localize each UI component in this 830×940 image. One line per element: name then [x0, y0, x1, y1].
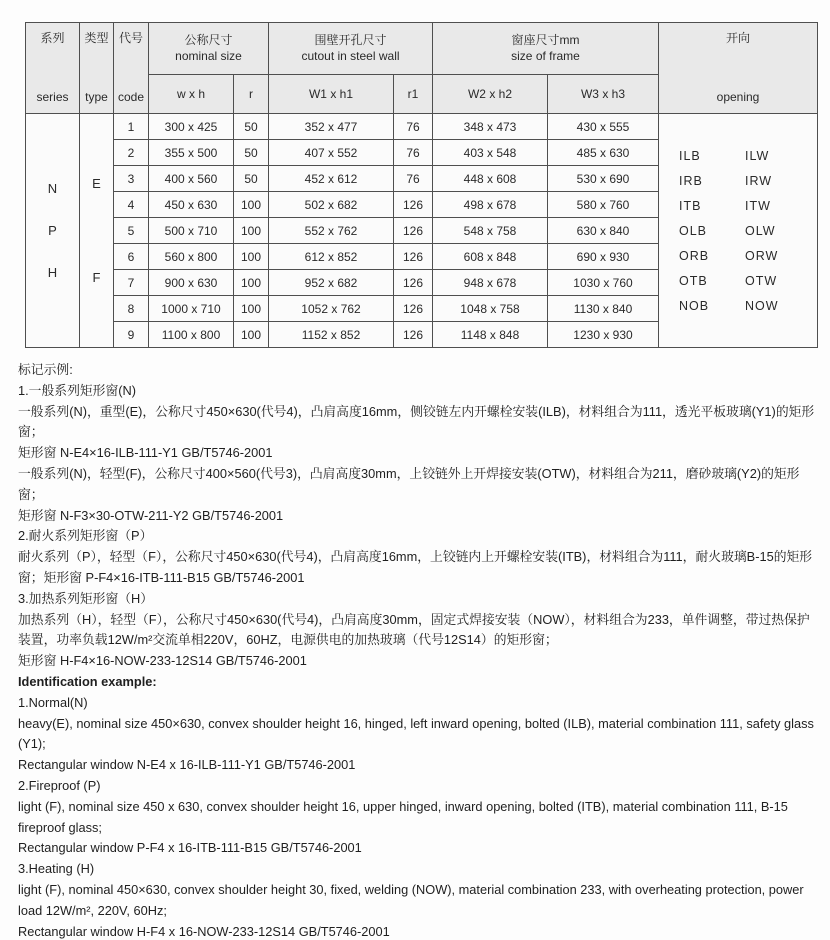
header-series-zh: 系列 — [40, 31, 65, 45]
w2h2-cell: 548 x 758 — [433, 218, 548, 244]
notes-en-line: 1.Normal(N) — [18, 694, 88, 710]
wxh-cell: 355 x 500 — [149, 140, 234, 166]
header-type-zh: 类型 — [84, 31, 109, 45]
w3h3-cell: 1230 x 930 — [548, 322, 659, 348]
subheader-r1: r1 — [394, 74, 433, 113]
r-cell: 100 — [234, 192, 269, 218]
w1h1-cell: 452 x 612 — [269, 166, 394, 192]
opening-pair — [659, 149, 817, 163]
subheader-w1h1: W1 x h1 — [269, 74, 394, 113]
opening-pair — [659, 299, 817, 313]
r1-cell: 126 — [394, 218, 433, 244]
r-cell: 50 — [234, 166, 269, 192]
r1-cell: 76 — [394, 140, 433, 166]
subheader-w3h3: W3 x h3 — [548, 74, 659, 113]
code-cell: 2 — [114, 140, 149, 166]
wxh-cell: 1100 x 800 — [149, 322, 234, 348]
w2h2-cell: 448 x 608 — [433, 166, 548, 192]
notes-zh-line: 耐火系列（P），轻型（F），公称尺寸450×630(代号4)，凸肩高度16mm，上铰链内上开螺栓安装(ITB)，材料组合为111，耐火玻璃B-15的矩形窗；矩形窗 P-F4×16-ITB-111-B15 GB/T5746-2001 — [18, 549, 813, 585]
series-letter-p: P — [48, 223, 57, 238]
code-cell: 7 — [114, 270, 149, 296]
code-cell: 4 — [114, 192, 149, 218]
wxh-cell: 450 x 630 — [149, 192, 234, 218]
series-letter-h: H — [47, 265, 58, 280]
notes-zh-line: 矩形窗 N-F3×30-OTW-211-Y2 GB/T5746-2001 — [18, 507, 284, 523]
w2h2-cell: 608 x 848 — [433, 244, 548, 270]
r-cell: 100 — [234, 296, 269, 322]
header-cutout-zh: 围壁开孔尺寸 — [314, 33, 387, 48]
r-cell: 50 — [234, 114, 269, 140]
opening-code: ILW — [745, 148, 770, 163]
notes-zh-line: 1.一般系列矩形窗(N) — [18, 382, 137, 398]
opening-code: OLW — [745, 223, 776, 238]
w3h3-cell: 530 x 690 — [548, 166, 659, 192]
notes-zh-title: 标记示例: — [18, 362, 73, 377]
notes-zh-line: 矩形窗 N-E4×16-ILB-111-Y1 GB/T5746-2001 — [18, 445, 273, 461]
opening-pair — [659, 199, 817, 213]
header-frame-zh: 窗座尺寸mm — [511, 33, 580, 48]
code-cell: 6 — [114, 244, 149, 270]
r1-cell: 126 — [394, 244, 433, 270]
r-cell: 100 — [234, 322, 269, 348]
header-frame-size — [433, 23, 659, 75]
w3h3-cell: 630 x 840 — [548, 218, 659, 244]
header-type — [80, 23, 114, 114]
notes-zh-line: 一般系列(N)，轻型(F)，公称尺寸400×560(代号3)，凸肩高度30mm，上铰链外上开焊接安装(OTW)，材料组合为211，磨砂玻璃(Y2)的矩形窗； — [18, 465, 800, 502]
table-row — [26, 114, 818, 140]
opening-code: OLB — [679, 223, 708, 238]
header-cutout — [269, 23, 433, 75]
w2h2-cell: 1148 x 848 — [433, 322, 548, 348]
code-cell: 8 — [114, 296, 149, 322]
opening-code: ORB — [679, 248, 710, 263]
opening-cell — [659, 114, 818, 348]
opening-code: OTW — [745, 273, 778, 288]
r1-cell: 126 — [394, 192, 433, 218]
subheader-r: r — [234, 74, 269, 113]
r-cell: 100 — [234, 244, 269, 270]
wxh-cell: 560 x 800 — [149, 244, 234, 270]
notes-zh-line: 一般系列(N)，重型(E)，公称尺寸450×630(代号4)，凸肩高度16mm，侧铰链左内开螺栓安装(ILB)，材料组合为111，透光平板玻璃(Y1)的矩形窗； — [18, 403, 815, 440]
header-nominal-en: nominal size — [175, 49, 242, 64]
header-nominal-size — [149, 23, 269, 75]
w1h1-cell: 1052 x 762 — [269, 296, 394, 322]
type-cell — [80, 114, 114, 348]
w1h1-cell: 502 x 682 — [269, 192, 394, 218]
notes-en-line: heavy(E), nominal size 450×630, convex shoulder height 16, hinged, left inward opening, bolted (ILB), material combination 111, safety glass (Y1); — [18, 715, 814, 752]
subheader-wxh: w x h — [149, 74, 234, 113]
w2h2-cell: 498 x 678 — [433, 192, 548, 218]
type-letter-e: E — [92, 176, 101, 191]
r-cell: 50 — [234, 140, 269, 166]
r1-cell: 126 — [394, 322, 433, 348]
notes-en-line: Rectangular window N-E4 x 16-ILB-111-Y1 GB/T5746-2001 — [18, 757, 356, 773]
notes-en-line: 2.Fireproof (P) — [18, 777, 101, 793]
opening-code: IRB — [679, 173, 703, 188]
wxh-cell: 300 x 425 — [149, 114, 234, 140]
opening-code: OTB — [679, 273, 708, 288]
opening-pair — [659, 174, 817, 188]
type-letter-f: F — [92, 270, 101, 285]
w2h2-cell: 948 x 678 — [433, 270, 548, 296]
r1-cell: 126 — [394, 296, 433, 322]
w2h2-cell: 403 x 548 — [433, 140, 548, 166]
header-frame-en: size of frame — [511, 49, 580, 64]
notes-en-line: 3.Heating (H) — [18, 861, 95, 877]
header-opening-zh: 开向 — [725, 31, 750, 45]
code-cell: 5 — [114, 218, 149, 244]
window-spec-table — [25, 22, 818, 348]
header-opening — [659, 23, 818, 114]
w2h2-cell: 348 x 473 — [433, 114, 548, 140]
opening-code: ILB — [679, 148, 701, 163]
opening-pair — [659, 224, 817, 238]
r1-cell: 126 — [394, 270, 433, 296]
notes-en-line: light (F), nominal 450×630, convex shoulder height 30, fixed, welding (NOW), material combination 233, with overheating protection, power load 12W/m², 220V, 60Hz; — [18, 881, 804, 918]
series-cell — [26, 114, 80, 348]
wxh-cell: 400 x 560 — [149, 166, 234, 192]
notes-en-line: Rectangular window P-F4 x 16-ITB-111-B15 GB/T5746-2001 — [18, 840, 362, 856]
w3h3-cell: 485 x 630 — [548, 140, 659, 166]
w3h3-cell: 690 x 930 — [548, 244, 659, 270]
series-letter-n: N — [47, 181, 58, 196]
header-nominal-zh: 公称尺寸 — [184, 33, 233, 48]
r1-cell: 76 — [394, 114, 433, 140]
code-cell: 1 — [114, 114, 149, 140]
opening-code: ITB — [679, 198, 702, 213]
header-series-en: series — [36, 90, 69, 104]
notes-zh-line: 加热系列（H），轻型（F），公称尺寸450×630(代号4)，凸肩高度30mm，固定式焊接安装（NOW），材料组合为233，单件调整，带过热保护装置，功率负载12W/m²交流单相220V，60HZ，电源供电的加热玻璃（代号12S14）的矩形窗； — [18, 611, 810, 648]
notes-en-line: light (F), nominal size 450 x 630, convex shoulder height 16, upper hinged, inward opening, bolted (ITB), material combination 111, B-15 fireproof glass; — [18, 798, 788, 835]
header-series — [26, 23, 80, 114]
opening-code: NOB — [679, 298, 710, 313]
w3h3-cell: 1030 x 760 — [548, 270, 659, 296]
notes-section — [18, 360, 818, 940]
subheader-w2h2: W2 x h2 — [433, 74, 548, 113]
opening-code: ORW — [745, 248, 779, 263]
w1h1-cell: 952 x 682 — [269, 270, 394, 296]
header-cutout-en: cutout in steel wall — [301, 49, 400, 64]
wxh-cell: 900 x 630 — [149, 270, 234, 296]
wxh-cell: 1000 x 710 — [149, 296, 234, 322]
w1h1-cell: 612 x 852 — [269, 244, 394, 270]
opening-code: ITW — [745, 198, 771, 213]
notes-zh-line: 2.耐火系列矩形窗（P） — [18, 528, 153, 544]
opening-pair — [659, 274, 817, 288]
r1-cell: 76 — [394, 166, 433, 192]
w1h1-cell: 407 x 552 — [269, 140, 394, 166]
notes-zh-line: 3.加热系列矩形窗（H） — [18, 590, 154, 606]
w2h2-cell: 1048 x 758 — [433, 296, 548, 322]
w1h1-cell: 352 x 477 — [269, 114, 394, 140]
notes-en-title: Identification example: — [18, 673, 157, 689]
header-code-zh: 代号 — [118, 31, 143, 45]
w1h1-cell: 1152 x 852 — [269, 322, 394, 348]
r-cell: 100 — [234, 270, 269, 296]
opening-code: IRW — [745, 173, 773, 188]
notes-zh-line: 矩形窗 H-F4×16-NOW-233-12S14 GB/T5746-2001 — [18, 653, 307, 669]
w1h1-cell: 552 x 762 — [269, 218, 394, 244]
opening-pair — [659, 249, 817, 263]
opening-code: NOW — [745, 298, 779, 313]
code-cell: 3 — [114, 166, 149, 192]
code-cell: 9 — [114, 322, 149, 348]
w3h3-cell: 1130 x 840 — [548, 296, 659, 322]
notes-en-line: Rectangular window H-F4 x 16-NOW-233-12S14 GB/T5746-2001 — [18, 923, 390, 939]
r-cell: 100 — [234, 218, 269, 244]
w3h3-cell: 580 x 760 — [548, 192, 659, 218]
header-type-en: type — [85, 90, 108, 104]
w3h3-cell: 430 x 555 — [548, 114, 659, 140]
wxh-cell: 500 x 710 — [149, 218, 234, 244]
header-opening-en: opening — [716, 90, 760, 104]
header-code-en: code — [117, 90, 145, 104]
header-code — [114, 23, 149, 114]
